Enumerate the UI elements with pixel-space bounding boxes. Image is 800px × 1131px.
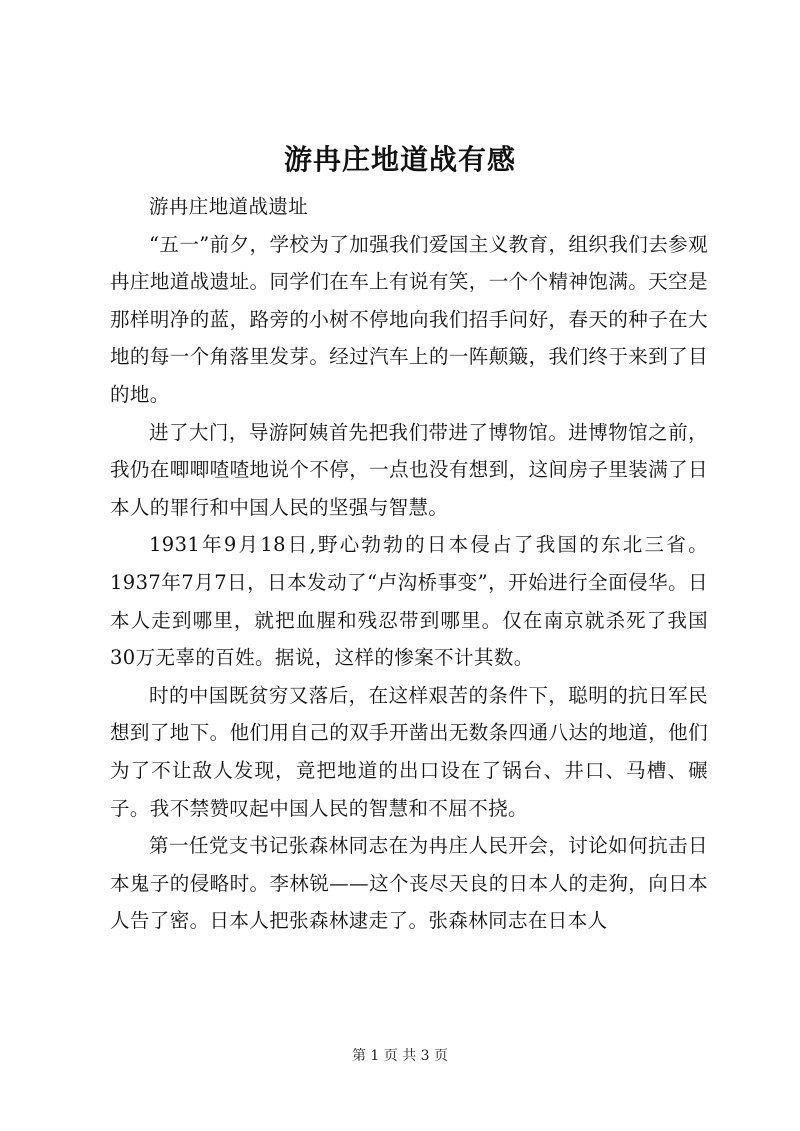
paragraph-5: 第一任党支书记张森林同志在为冉庄人民开会，讨论如何抗击日本鬼子的侵略时。李林锐——这个丧尽天良的日本人的走狗，向日本人告了密。日本人把张森林逮走了。张森林同志在日本人 xyxy=(110,834,708,933)
document-title: 游冉庄地道战有感 xyxy=(283,143,516,176)
page-number-footer: 第 1 页 共 3 页 xyxy=(351,1048,449,1064)
paragraph-2: 进了大门，导游阿姨首先把我们带进了博物馆。进博物馆之前，我仍在唧唧喳喳地说个不停，一点也没有想到，这间房子里装满了日本人的罪行和中国人民的坚强与智慧。 xyxy=(110,420,708,519)
paragraph-1: “五一”前夕，学校为了加强我们爱国主义教育，组织我们去参观冉庄地道战遗址。同学们在车上有说有笑，一个个精神饱满。天空是那样明净的蓝，路旁的小树不停地向我们招手问好，春天的种子在大地的每一个角落里发芽。经过汽车上的一阵颠簸，我们终于来到了目的地。 xyxy=(110,232,708,406)
paragraph-subtitle: 游冉庄地道战遗址 xyxy=(149,195,309,218)
document-body xyxy=(110,188,708,940)
paragraph-3: 1931年9月18日,野心勃勃的日本侵占了我国的东北三省。1937年7月7日，日本发动了“卢沟桥事变”，开始进行全面侵华。日本人走到哪里，就把血腥和残忍带到哪里。仅在南京就杀死了我国30万无辜的百姓。据说，这样的惨案不计其数。 xyxy=(110,533,708,670)
paragraph-4: 时的中国既贫穷又落后，在这样艰苦的条件下，聪明的抗日军民想到了地下。他们用自己的双手开凿出无数条四通八达的地道，他们为了不让敌人发现，竟把地道的出口设在了锅台、井口、马槽、碾子。我不禁赞叹起中国人民的智慧和不屈不挠。 xyxy=(110,683,708,820)
